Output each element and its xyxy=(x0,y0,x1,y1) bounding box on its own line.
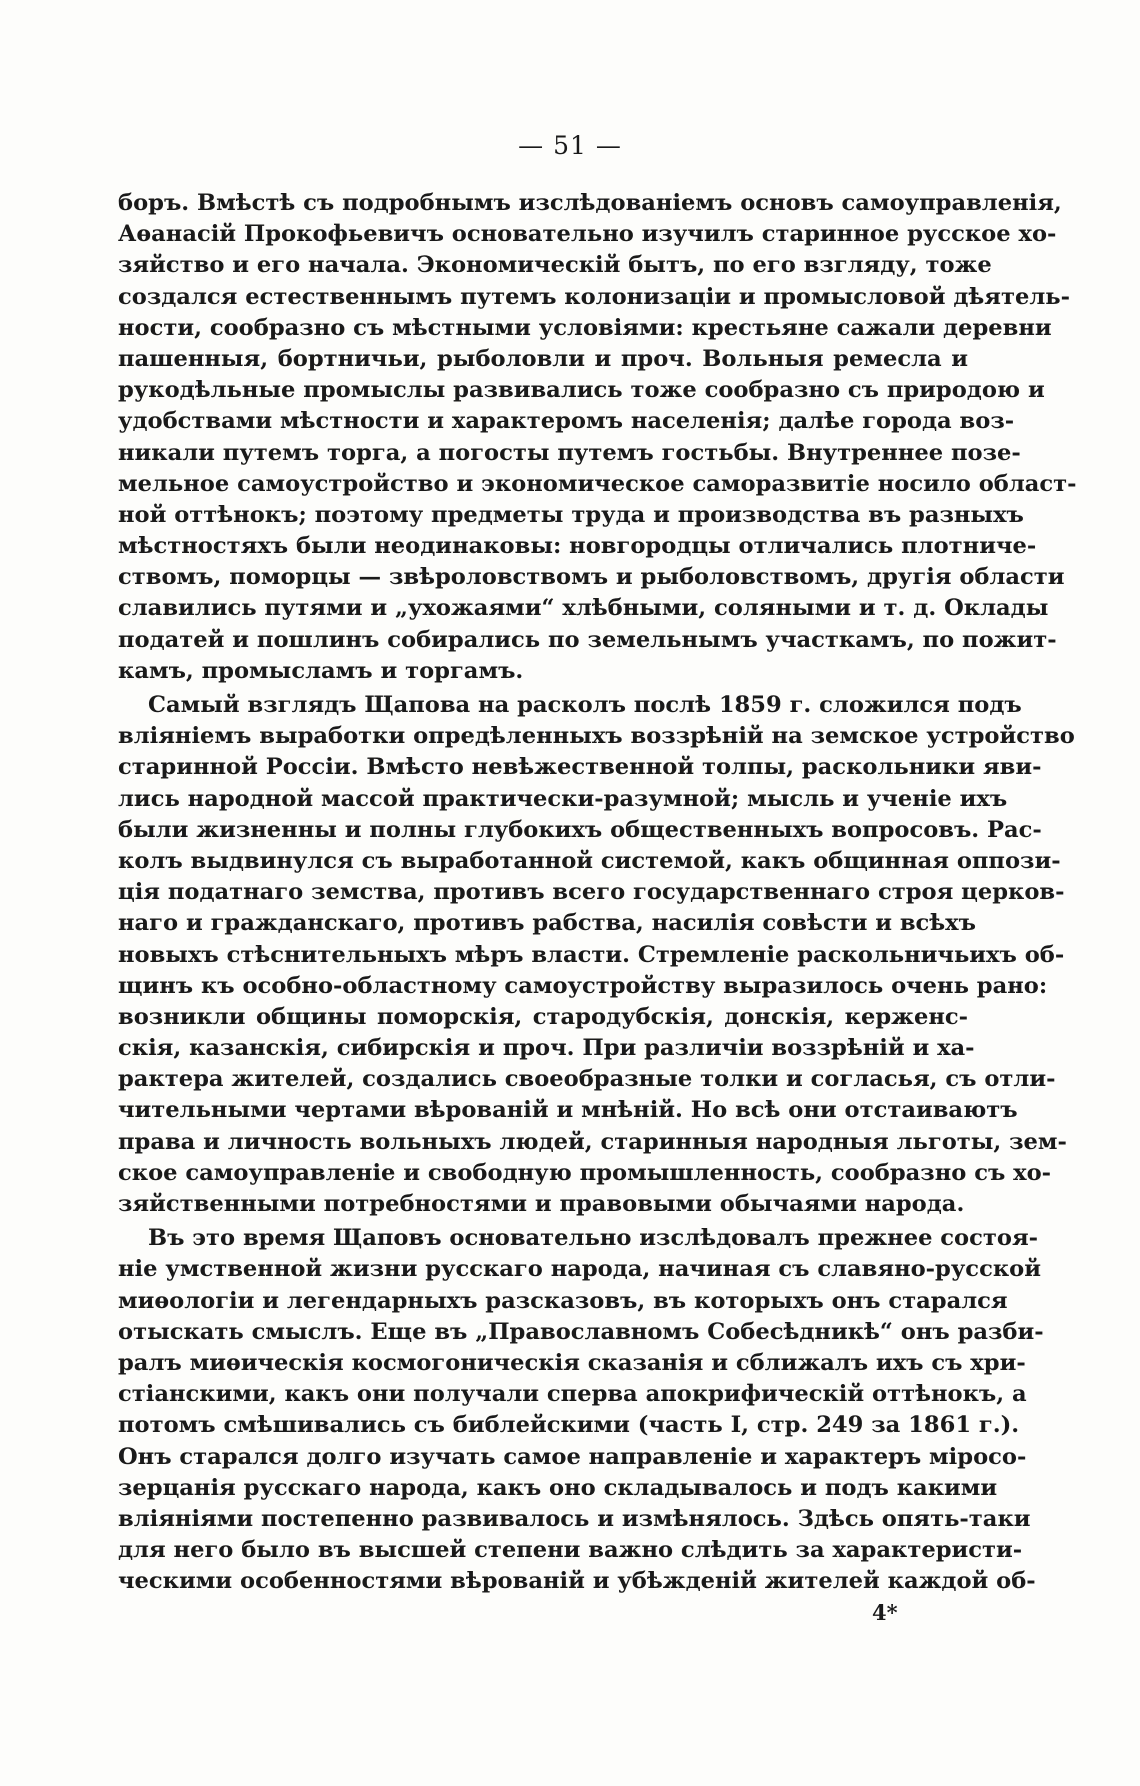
text-line: пашенныя, бортничьи, рыболовли и проч. Вольныя ремесла и xyxy=(118,345,968,372)
text-line: создался естественнымъ путемъ колонизаціи и промысловой дѣятель- xyxy=(118,283,1071,310)
text-line: колъ выдвинулся съ выработанной системой, какъ общинная оппози- xyxy=(118,847,1061,874)
text-line: камъ, промысламъ и торгамъ. xyxy=(118,657,524,684)
page-number: — 51 — xyxy=(518,131,622,160)
text-line: зяйственными потребностями и правовыми обычаями народа. xyxy=(118,1191,965,1217)
text-line: славились путями и „ухожаями“ хлѣбными, соляными и т. д. Оклады xyxy=(118,595,1049,622)
text-line: боръ. Вмѣстѣ съ подробнымъ изслѣдованіемъ основъ самоуправленія, xyxy=(118,190,1062,216)
text-line: ности, сообразно съ мѣстными условіями: крестьяне сажали деревни xyxy=(118,314,1052,341)
text-line: зяйство и его начала. Экономическій бытъ, по его взгляду, тоже xyxy=(118,252,992,279)
paragraph xyxy=(118,188,1077,687)
text-line: вліяніемъ выработки опредѣленныхъ воззрѣній на земское устройство xyxy=(118,723,1075,750)
text-line: ческими особенностями вѣрованій и убѣжденій жителей каждой об- xyxy=(118,1568,1036,1595)
text-line: старинной Россіи. Вмѣсто невѣжественной толпы, раскольники яви- xyxy=(118,754,1042,781)
text-line: миѳологіи и легендарныхъ разсказовъ, въ которыхъ онъ старался xyxy=(118,1287,1008,1314)
text-line: были жизненны и полны глубокихъ общественныхъ вопросовъ. Рас- xyxy=(118,816,1042,843)
text-line: ной оттѣнокъ; поэтому предметы труда и производства въ разныхъ xyxy=(118,501,1024,528)
text-line: никали путемъ торга, а погосты путемъ гостьбы. Внутреннее позе- xyxy=(118,439,1021,466)
text-line: наго и гражданскаго, противъ рабства, насилія совѣсти и всѣхъ xyxy=(118,910,976,937)
text-line: потомъ смѣшивались съ библейскими (часть I, стр. 249 за 1861 г.). xyxy=(118,1412,1020,1439)
text-line: зерцанія русскаго народа, какъ оно складывалось и подъ какими xyxy=(118,1474,998,1501)
text-line: податей и пошлинъ собирались по земельнымъ участкамъ, по пожит- xyxy=(118,626,1057,653)
text-line: ралъ миѳическія космогоническія сказанія и сближалъ ихъ съ хри- xyxy=(118,1349,1026,1376)
text-line: мѣстностяхъ были неодинаковы: новгородцы отличались плотниче- xyxy=(118,533,1037,560)
text-line: щинъ къ особно-областному самоустройству выразилось очень рано: xyxy=(118,972,1048,999)
text-line: для него было въ высшей степени важно слѣдить за характеристи- xyxy=(118,1537,1023,1564)
text-line: рактера жителей, создались своеобразные толки и согласья, съ отли- xyxy=(118,1066,1056,1093)
text-line: ствомъ, поморцы — звѣроловствомъ и рыболовствомъ, другія области xyxy=(118,564,1065,591)
text-line: удобствами мѣстности и характеромъ населенія; далѣе города воз- xyxy=(118,408,1015,435)
text-line: вліяніями постепенно развивалось и измѣнялось. Здѣсь опять-таки xyxy=(118,1505,1031,1532)
text-line: Аѳанасій Прокофьевичъ основательно изучилъ старинное русское хо- xyxy=(118,221,1057,248)
text-line: стіанскими, какъ они получали сперва апокрифическій оттѣнокъ, а xyxy=(118,1381,1027,1408)
text-line: отыскать смыслъ. Еще въ „Православномъ Собесѣдникѣ“ онъ разби- xyxy=(118,1318,1044,1345)
text-line: Въ это время Щаповъ основательно изслѣдовалъ прежнее состоя- xyxy=(148,1225,1039,1252)
text-line: права и личность вольныхъ людей, старинныя народныя льготы, зем- xyxy=(118,1128,1067,1155)
text-line: чительными чертами вѣрованій и мнѣній. Но всѣ они отстаиваютъ xyxy=(118,1097,1018,1124)
text-line: скія, казанскія, сибирскія и проч. При различіи воззрѣній и ха- xyxy=(118,1035,975,1062)
text-line: ція податнаго земства, противъ всего государственнаго строя церков- xyxy=(118,879,1065,906)
text-line: рукодѣльные промыслы развивались тоже сообразно съ природою и xyxy=(118,377,1045,404)
text-line: ское самоуправленіе и свободную промышленность, сообразно съ хо- xyxy=(118,1159,1052,1186)
text-line: лись народной массой практически-разумной; мысль и ученіе ихъ xyxy=(118,785,1008,812)
body-text xyxy=(118,188,1077,1597)
text-line: возникли общины поморскія, стародубскія, донскія, керженс- xyxy=(118,1003,968,1030)
paragraph xyxy=(118,690,1075,1220)
text-line: новыхъ стѣснительныхъ мѣръ власти. Стремленіе раскольничьихъ об- xyxy=(118,941,1065,968)
paragraph xyxy=(118,1223,1044,1597)
text-line: мельное самоустройство и экономическое саморазвитіе носило област- xyxy=(118,470,1077,497)
text-line: Онъ старался долго изучать самое направленіе и характеръ міросо- xyxy=(118,1443,1027,1470)
text-line: ніе умственной жизни русскаго народа, начиная съ славяно-русской xyxy=(118,1256,1041,1283)
signature-mark: 4* xyxy=(872,1600,898,1625)
text-line: Самый взглядъ Щапова на расколъ послѣ 1859 г. сложился подъ xyxy=(148,692,1022,718)
